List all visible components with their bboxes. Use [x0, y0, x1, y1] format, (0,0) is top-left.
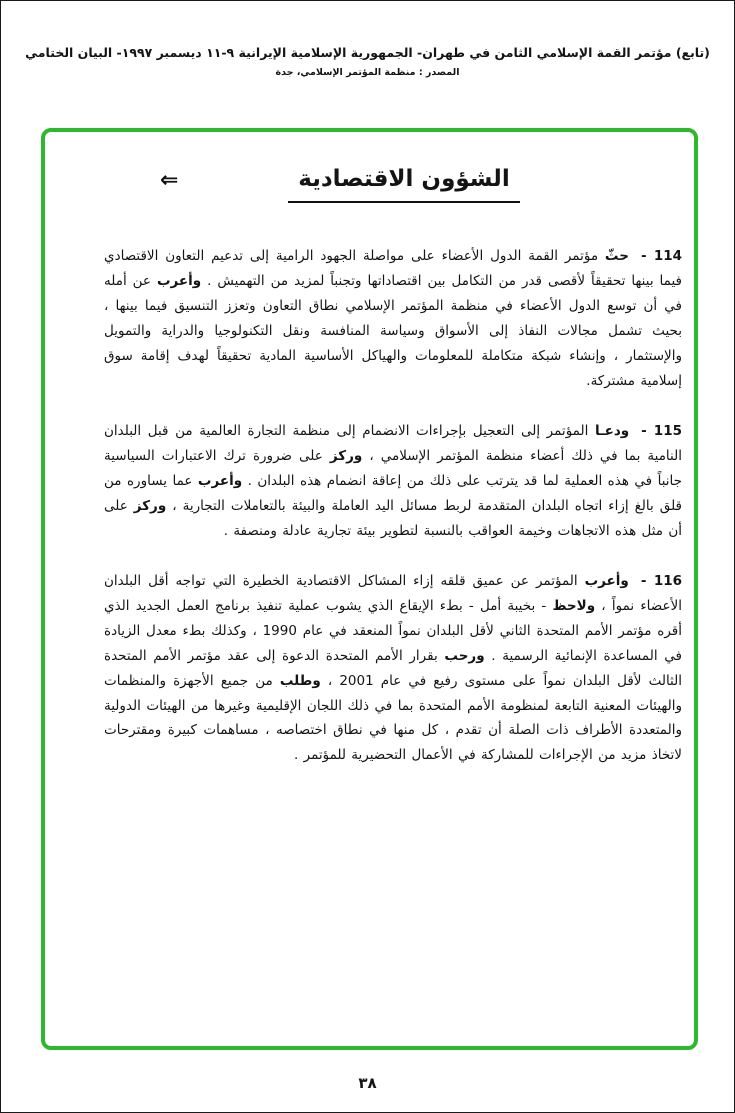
header-title-line: (تابع) مؤتمر القمة الإسلامي الثامن في طهران- الجمهورية الإسلامية الإيرانية ٩-١١ ديسمبر ١٩٩٧- البيان الختامي: [25, 45, 710, 60]
emphasized-word: وأعرب: [156, 272, 202, 289]
emphasized-word: حثّ: [604, 248, 629, 264]
paragraph: 116 -وأعرب المؤتمر عن عميق قلقه إزاء المشاكل الاقتصادية الخطيرة التي تواجه أقل البلدان الأعضاء نمواً ، ولاحظ - بخيبة أمل - بطء الإيقاع الذي يشوب عملية تنفيذ برنامج العمل الجديد الذي أقره مؤتمر الأمم المتحدة الثاني لأقل البلدان نمواً المنعقد في عام 1990 ، وكذلك بطء معدل الزيادة في المساعدة الإنمائية الرسمية . ورحب بقرار الأمم المتحدة الدعوة إلى عقد مؤتمر الأمم المتحدة الثالث لأقل البلدان نمواً على مستوى رفيع في عام 2001 ، وطلب من جميع الأجهزة والمنظمات والهيئات المعنية التابعة لمنظومة الأمم المتحدة بما في ذلك اللجان الإقليمية وغيرها من الهيئات الدولية والمتعددة الأطراف ذات الصلة أن تقدم ، كل منها في نطاق اختصاصه ، مساهمات كبيرة ومقترحات لاتخاذ مزيد من الإجراءات للمشاركة في الأعمال التحضيرية للمؤتمر .: [104, 572, 682, 764]
paragraph: 114 -حثّ مؤتمر القمة الدول الأعضاء على مواصلة الجهود الرامية إلى تدعيم التعاون الاقتصادي فيما بينها تحقيقاً لأقصى قدر من التكامل بين اقتصاداتها وتجنباً لمزيد من التهميش . وأعرب عن أمله في أن توسع الدول الأعضاء في منظمة المؤتمر الإسلامي نطاق التعاون وتعزز التنسيق فيما بينها ، بحيث تشمل مجالات النفاذ إلى الأسواق وسياسة المنافسة ونقل التكنولوجيا والدراية والتمويل والإستثمار ، وإنشاء شبكة متكاملة للمعلومات والهياكل الأساسية المادية تحقيقاً لهدف إقامة سوق إسلامية مشتركة.: [104, 248, 682, 389]
emphasized-word: وركز: [133, 497, 167, 514]
paragraph-number: 115 -: [641, 422, 682, 439]
paragraph: 115 -ودعـا المؤتمر إلى التعجيل بإجراءات الانضمام إلى منظمة التجارة العالمية من قبل البلدان النامية بما في ذلك أعضاء منظمة المؤتمر الإسلامي ، وركز على ضرورة ترك الاعتبارات السياسية جانباً في هذه العملية لما قد يترتب على ذلك من إعاقة انضمام هذه البلدان . وأعرب عما يساوره من قلق بالغ إزاء اتجاه البلدان المتقدمة لربط مسائل اليد العاملة والبيئة بالتعاملات التجارية ، وركز على أن مثل هذه الاتجاهات وخيمة العواقب بالنسبة لتطوير بيئة تجارية عادلة ومنصفة .: [104, 422, 682, 539]
paragraph-number: 116 -: [640, 572, 682, 589]
emphasized-word: وأعرب: [197, 472, 243, 489]
page-number: ٣٨: [358, 1074, 377, 1092]
document-header: [1, 1, 734, 78]
paragraph-number: 114 -: [640, 248, 682, 264]
left-arrow-icon: ⇐: [160, 168, 179, 193]
paragraph-list: [90, 244, 682, 768]
emphasized-word: وأعرب: [584, 572, 629, 589]
emphasized-word: وطلب: [279, 672, 321, 689]
emphasized-word: ورحب: [444, 647, 485, 664]
content-frame: [41, 128, 698, 1050]
section-title: الشؤون الاقتصادية: [288, 166, 519, 203]
emphasized-word: ودعـا: [594, 422, 630, 439]
emphasized-word: وركز: [329, 447, 363, 464]
header-source-line: المصدر : منظمة المؤتمر الإسلامي، جدة: [275, 67, 460, 78]
section-title-row: [90, 166, 682, 218]
emphasized-word: ولاحظ: [552, 597, 596, 614]
